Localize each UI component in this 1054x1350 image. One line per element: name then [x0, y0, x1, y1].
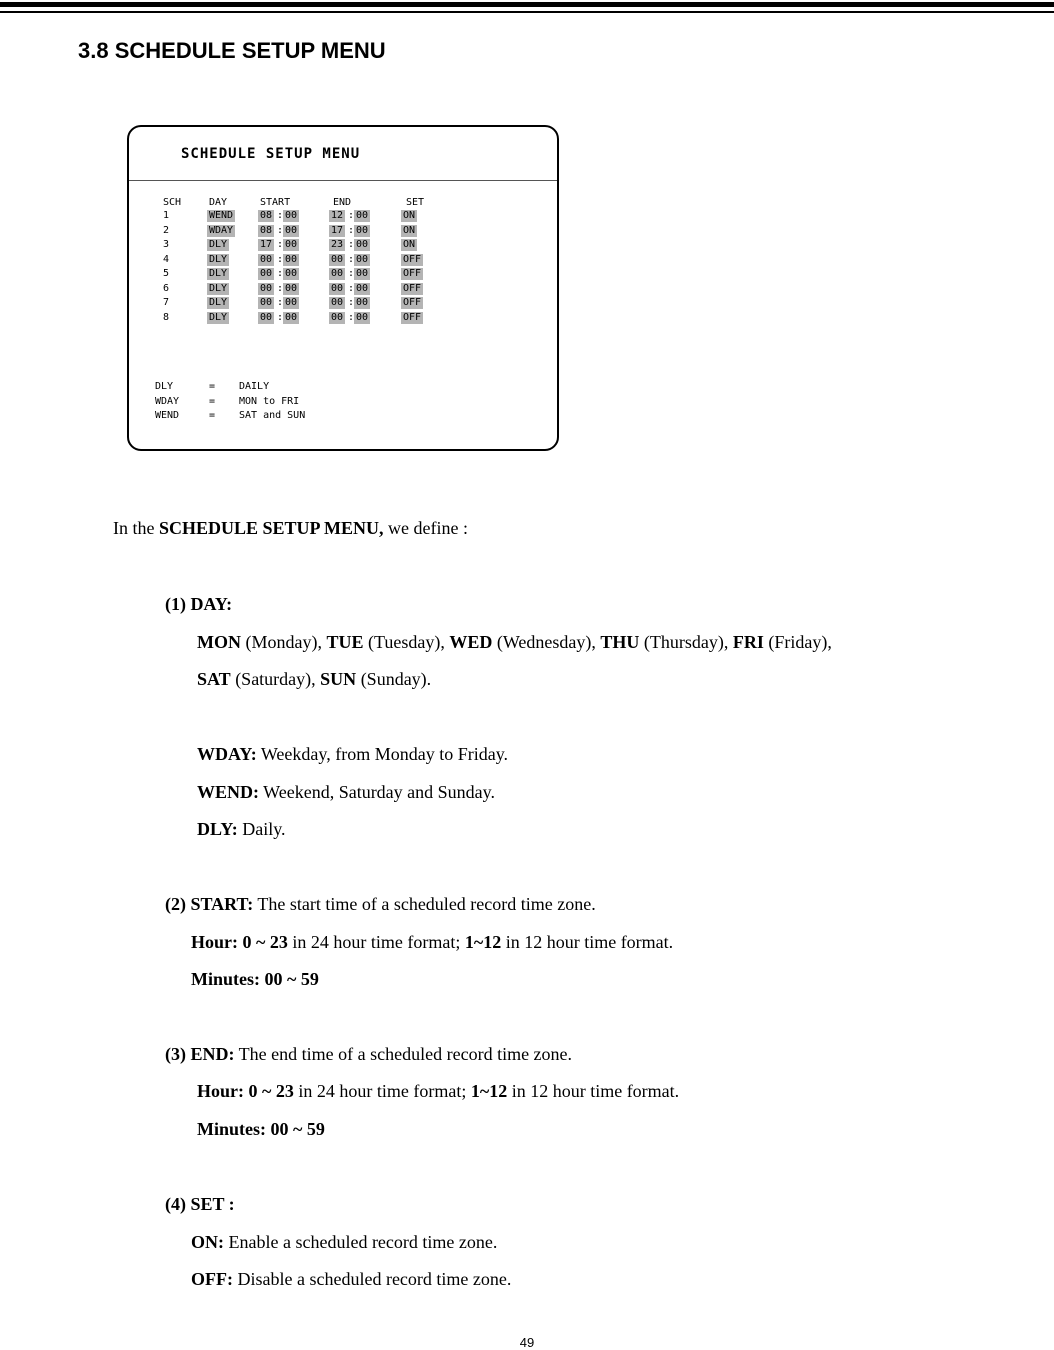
schedule-row[interactable] — [129, 268, 549, 280]
time-separator: : — [348, 282, 355, 294]
time-separator: : — [348, 297, 355, 308]
schedule-set[interactable]: ON — [403, 210, 416, 221]
end-hour[interactable]: 00 — [331, 253, 344, 265]
start-minute[interactable]: 00 — [285, 297, 298, 308]
schedule-set[interactable]: OFF — [403, 311, 422, 323]
schedule-number: 7 — [163, 297, 170, 308]
schedule-row[interactable] — [129, 312, 549, 324]
end-hour[interactable]: 23 — [331, 239, 344, 250]
schedule-day[interactable]: DLY — [209, 297, 228, 308]
end-hour[interactable]: 17 — [331, 224, 344, 236]
time-separator: : — [348, 239, 355, 250]
start-hour[interactable]: 08 — [260, 210, 273, 221]
schedule-number: 5 — [163, 268, 170, 279]
schedule-screen-figure — [127, 125, 559, 451]
legend-row — [155, 381, 355, 395]
schedule-set[interactable]: ON — [403, 224, 416, 236]
legend-value: SAT and SUN — [239, 410, 306, 421]
start-minute[interactable]: 00 — [285, 224, 298, 236]
end-minute[interactable]: 00 — [356, 268, 369, 279]
start-hour[interactable]: 00 — [260, 297, 273, 308]
schedule-set[interactable]: OFF — [403, 253, 422, 265]
end-hour[interactable]: 00 — [331, 268, 344, 279]
schedule-day[interactable]: DLY — [209, 282, 228, 294]
end-title: (3) END: The end time of a scheduled record time zone. — [165, 1044, 573, 1064]
set-on-definition: ON: Enable a scheduled record time zone. — [191, 1232, 498, 1252]
wday-definition: WDAY: Weekday, from Monday to Friday. — [197, 744, 509, 764]
time-separator: : — [277, 297, 284, 308]
end-hour[interactable]: 00 — [331, 311, 344, 323]
schedule-day[interactable]: DLY — [209, 311, 228, 323]
start-hour[interactable]: 08 — [260, 224, 273, 236]
time-separator: : — [277, 210, 284, 221]
intro-line: In the SCHEDULE SETUP MENU, we define : — [113, 518, 468, 538]
legend-key: WEND — [155, 410, 180, 421]
screen-divider — [129, 180, 557, 181]
screen-title: SCHEDULE SETUP MENU — [181, 146, 361, 162]
schedule-set[interactable]: OFF — [403, 297, 422, 308]
legend-eq: = — [209, 410, 216, 421]
end-minutes-range: Minutes: 00 ~ 59 — [197, 1119, 325, 1139]
legend-row — [155, 396, 355, 410]
schedule-number: 4 — [163, 253, 170, 265]
dly-definition: DLY: Daily. — [197, 819, 286, 839]
end-hour[interactable]: 12 — [331, 210, 344, 221]
wend-definition: WEND: Weekend, Saturday and Sunday. — [197, 782, 495, 802]
start-hour[interactable]: 00 — [260, 311, 273, 323]
schedule-number: 1 — [163, 210, 170, 221]
legend-value: MON to FRI — [239, 396, 300, 407]
end-minute[interactable]: 00 — [356, 239, 369, 250]
schedule-number: 6 — [163, 282, 170, 294]
start-hour[interactable]: 17 — [260, 239, 273, 250]
start-minutes-range: Minutes: 00 ~ 59 — [191, 969, 319, 989]
set-title: (4) SET : — [165, 1194, 235, 1214]
schedule-row[interactable] — [129, 254, 549, 266]
time-separator: : — [348, 210, 355, 221]
schedule-set[interactable]: OFF — [403, 282, 422, 294]
end-minute[interactable]: 00 — [356, 311, 369, 323]
col-header-sch: SCH — [163, 197, 182, 208]
col-header-end: END — [333, 197, 352, 208]
schedule-row[interactable] — [129, 283, 549, 295]
legend-eq: = — [209, 396, 216, 407]
day-title: (1) DAY: — [165, 594, 233, 614]
start-hour[interactable]: 00 — [260, 282, 273, 294]
start-minute[interactable]: 00 — [285, 239, 298, 250]
end-minute[interactable]: 00 — [356, 210, 369, 221]
end-minute[interactable]: 00 — [356, 297, 369, 308]
schedule-row[interactable] — [129, 239, 549, 251]
time-separator: : — [277, 311, 284, 323]
time-separator: : — [348, 311, 355, 323]
start-minute[interactable]: 00 — [285, 268, 298, 279]
legend-key: WDAY — [155, 396, 180, 407]
schedule-day[interactable]: WEND — [209, 210, 234, 221]
schedule-day[interactable]: DLY — [209, 268, 228, 279]
time-separator: : — [348, 268, 355, 279]
schedule-number: 8 — [163, 311, 170, 323]
time-separator: : — [277, 268, 284, 279]
start-minute[interactable]: 00 — [285, 282, 298, 294]
end-minute[interactable]: 00 — [356, 224, 369, 236]
top-rule-thick — [0, 2, 1054, 7]
end-hour-range: Hour: 0 ~ 23 in 24 hour time format; 1~12 in 12 hour time format. — [197, 1081, 680, 1101]
start-minute[interactable]: 00 — [285, 311, 298, 323]
section-heading: 3.8 SCHEDULE SETUP MENU — [78, 38, 386, 63]
schedule-number: 3 — [163, 239, 170, 250]
schedule-day[interactable]: DLY — [209, 239, 228, 250]
end-minute[interactable]: 00 — [356, 253, 369, 265]
schedule-set[interactable]: ON — [403, 239, 416, 250]
day-list-line-1: MON (Monday), TUE (Tuesday), WED (Wednesday), THU (Thursday), FRI (Friday), — [197, 632, 832, 652]
schedule-row[interactable] — [129, 297, 549, 309]
schedule-day[interactable]: WDAY — [209, 224, 234, 236]
time-separator: : — [277, 253, 284, 265]
schedule-number: 2 — [163, 224, 170, 236]
schedule-day[interactable]: DLY — [209, 253, 228, 265]
col-header-day: DAY — [209, 197, 228, 208]
legend-eq: = — [209, 381, 216, 392]
schedule-set[interactable]: OFF — [403, 268, 422, 279]
col-header-start: START — [260, 197, 291, 208]
start-hour[interactable]: 00 — [260, 253, 273, 265]
time-separator: : — [277, 239, 284, 250]
end-hour[interactable]: 00 — [331, 282, 344, 294]
time-separator: : — [277, 224, 284, 236]
start-minute[interactable]: 00 — [285, 253, 298, 265]
start-hour-range: Hour: 0 ~ 23 in 24 hour time format; 1~12 in 12 hour time format. — [191, 932, 674, 952]
legend-row — [155, 410, 355, 424]
time-separator: : — [277, 282, 284, 294]
top-rule-thin — [0, 11, 1054, 13]
legend-value: DAILY — [239, 381, 270, 392]
start-title: (2) START: The start time of a scheduled record time zone. — [165, 894, 596, 914]
col-header-set: SET — [406, 197, 425, 208]
end-minute[interactable]: 00 — [356, 282, 369, 294]
time-separator: : — [348, 224, 355, 236]
legend-key: DLY — [155, 381, 174, 392]
schedule-row[interactable] — [129, 225, 549, 237]
set-off-definition: OFF: Disable a scheduled record time zone. — [191, 1269, 512, 1289]
time-separator: : — [348, 253, 355, 265]
schedule-row[interactable] — [129, 210, 549, 222]
start-minute[interactable]: 00 — [285, 210, 298, 221]
day-list-line-2: SAT (Saturday), SUN (Sunday). — [197, 669, 432, 689]
page-number: 49 — [519, 1335, 535, 1350]
end-hour[interactable]: 00 — [331, 297, 344, 308]
start-hour[interactable]: 00 — [260, 268, 273, 279]
